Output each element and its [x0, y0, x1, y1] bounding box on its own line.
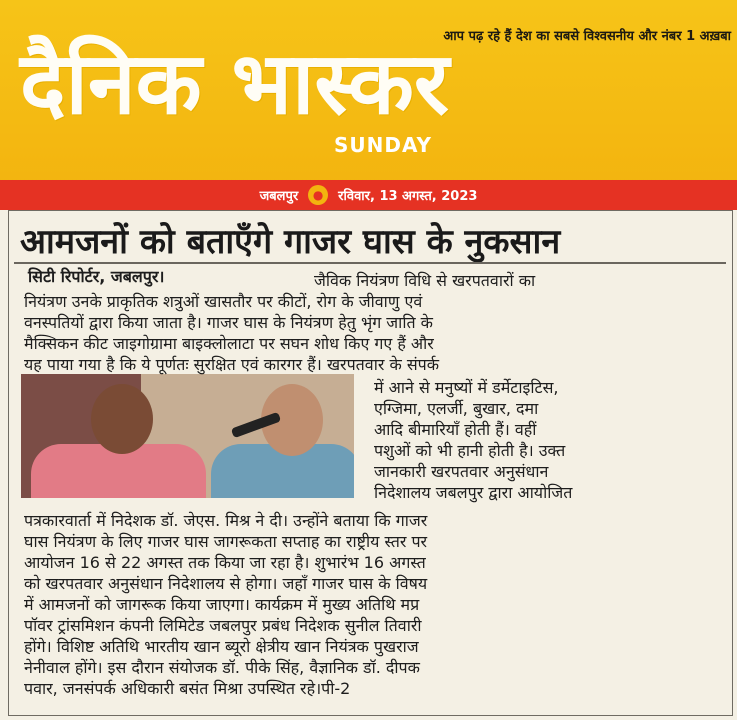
person-left-head [91, 384, 153, 454]
article-line: पवार, जनसंपर्क अधिकारी बसंत मिश्रा उपस्थित रहे।पी-2 [24, 679, 351, 698]
article-line: आदि बीमारियाँ होती हैं। वहीं [374, 420, 537, 439]
edition-label: SUNDAY [334, 133, 433, 157]
article-line: एग्जिमा, एलर्जी, बुखार, दमा [374, 399, 539, 418]
article-line: पत्रकारवार्ता में निदेशक डॉ. जेएस. मिश्र ने दी। उन्होंने बताया कि गाजर [24, 511, 428, 530]
article-line: जैविक नियंत्रण विधि से खरपतवारों का [314, 271, 536, 290]
issue-date: रविवार, 13 अगस्त, 2023 [338, 189, 478, 204]
article-line: नेनीवाल होंगे। इस दौरान संयोजक डॉ. पीके सिंह, वैज्ञानिक डॉ. दीपक [24, 658, 420, 677]
press-conference-photo [21, 374, 354, 498]
article-line: में आमजनों को जागरूक किया जाएगा। कार्यक्रम में मुख्य अतिथि मप्र [24, 595, 420, 614]
city-name: जबलपुर [259, 189, 299, 204]
article-line: निदेशालय जबलपुर द्वारा आयोजित [374, 483, 573, 502]
article-line: जानकारी खरपतवार अनुसंधान [374, 462, 549, 481]
article-line: मैक्सिकन कीट जाइगोग्रामा बाइक्लोलाटा पर सघन शोध किए गए हैं और [24, 334, 434, 353]
headline-rule [14, 262, 726, 264]
headline: आमजनों को बताएँगे गाजर घास के नुकसान [20, 222, 561, 262]
article-line: होंगे। विशिष्ट अतिथि भारतीय खान ब्यूरो क्षेत्रीय खान नियंत्रक पुखराज [24, 637, 419, 656]
bullet-icon: ● [308, 185, 328, 205]
article-line: नियंत्रण उनके प्राकृतिक शत्रुओं खासतौर पर कीटों, रोग के जीवाणु एवं [24, 292, 423, 311]
article-line: को खरपतवार अनुसंधान निदेशालय से होगा। जहाँ गाजर घास के विषय [24, 574, 428, 593]
byline: सिटी रिपोर्टर, जबलपुर। [28, 267, 165, 286]
article-line: यह पाया गया है कि ये पूर्णतः सुरक्षित एवं कारगर हैं। खरपतवार के संपर्क [24, 355, 440, 374]
article-line: वनस्पतियों द्वारा किया जाता है। गाजर घास के नियंत्रण हेतु भृंग जाति के [24, 313, 433, 332]
masthead [0, 0, 737, 188]
article-line: आयोजन 16 से 22 अगस्त तक किया जा रहा है। शुभारंभ 16 अगस्त [24, 553, 426, 572]
dateline [0, 180, 737, 210]
article-line: में आने से मनुष्यों में डर्मेटाइटिस, [374, 378, 559, 397]
article-line: पशुओं को भी हानी होती है। उक्त [374, 441, 566, 460]
newspaper-logo: दैनिक भास्कर [20, 34, 450, 134]
tagline: आप पढ़ रहे हैं देश का सबसे विश्वसनीय और नंबर 1 अख़बा [443, 29, 731, 44]
article-line: घास नियंत्रण के लिए गाजर घास जागरूकता सप्ताह का राष्ट्रीय स्तर पर [24, 532, 428, 551]
article-line: पॉवर ट्रांसमिशन कंपनी लिमिटेड जबलपुर प्रबंध निदेशक सुनील तिवारी [24, 616, 422, 635]
